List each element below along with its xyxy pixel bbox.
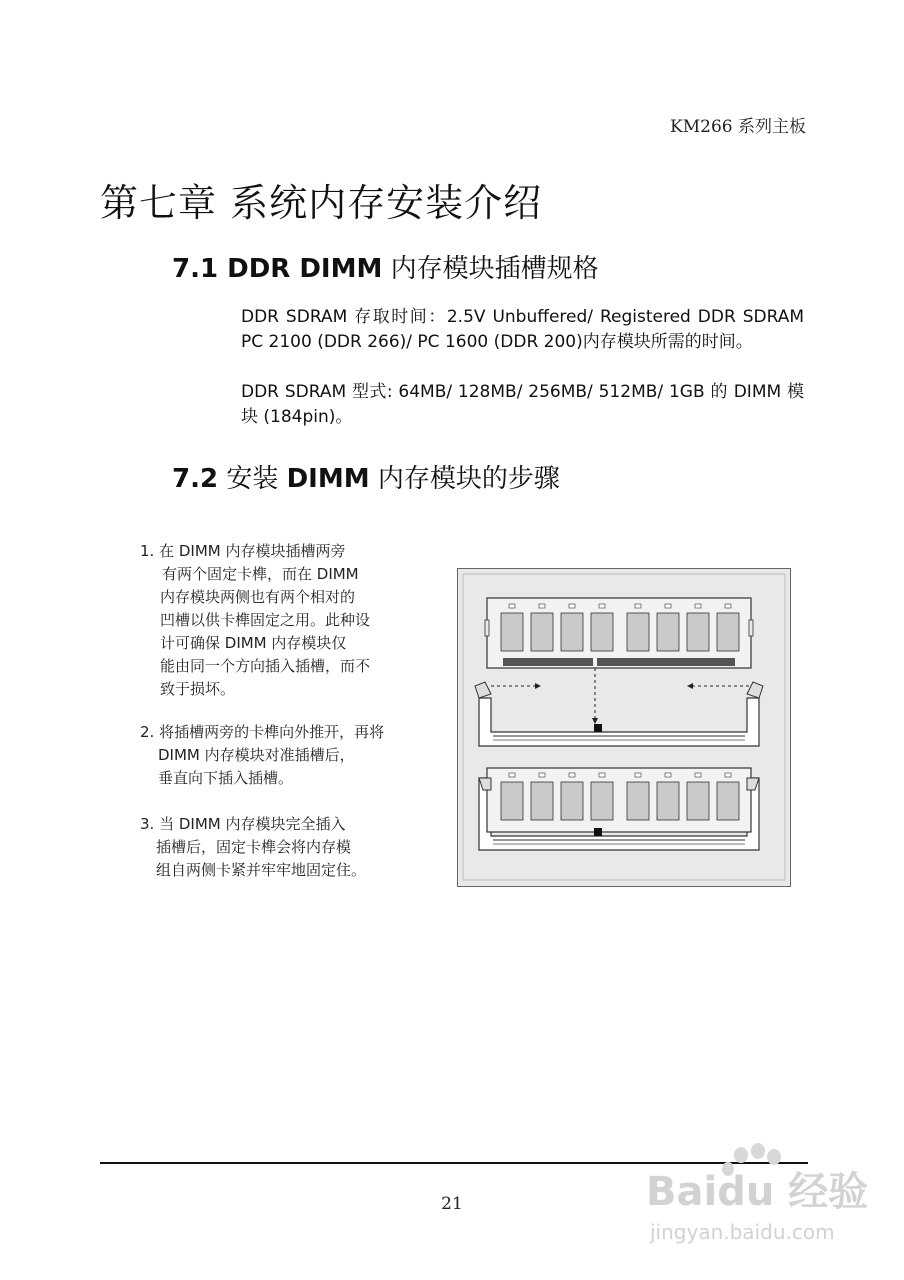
section-title-mid: 安装 xyxy=(218,464,287,494)
step-line: 能由同一个方向插入插槽，而不 xyxy=(160,657,371,675)
section-heading-7-2 xyxy=(172,458,560,495)
dimm-module-top xyxy=(485,598,753,668)
dimm-installation-diagram xyxy=(457,568,791,888)
step-line: 内存模块两侧也有两个相对的 xyxy=(160,588,356,606)
step-line: 致于损坏。 xyxy=(160,680,236,698)
section-heading-7-1 xyxy=(172,248,599,285)
dimm-module-installed xyxy=(479,768,759,850)
watermark-url: jingyan.baidu.com xyxy=(650,1220,835,1244)
step-line: 凹槽以供卡榫固定之用。此种设 xyxy=(160,611,371,629)
section-number: 7.1 DDR DIMM xyxy=(172,254,383,284)
page-number: 21 xyxy=(441,1194,463,1214)
watermark-logo-text: Baidu 经验 xyxy=(646,1169,869,1215)
install-step-2 xyxy=(140,721,384,790)
step-line: 有两个固定卡榫，而在 DIMM xyxy=(162,565,359,583)
step-line: 3. 当 DIMM 内存模块完全插入 xyxy=(140,815,346,833)
step-line: 垂直向下插入插槽。 xyxy=(158,769,294,787)
step-line: 组自两侧卡紧并牢牢地固定住。 xyxy=(156,861,367,879)
baidu-watermark-logo xyxy=(646,1143,869,1253)
section-number: 7.2 xyxy=(172,464,219,494)
header-title: KM266 系列主板 xyxy=(670,117,806,137)
section-title-bold: DIMM xyxy=(286,464,370,494)
spec-paragraph-access-time: DDR SDRAM 存取时间：2.5V Unbuffered/ Registered DDR SDRAM PC 2100 (DDR 266)/ PC 1600 (DDR 200)内存模块所需的时间。 xyxy=(241,307,804,352)
section-title: 内存模块的步骤 xyxy=(369,464,560,494)
step-line: DIMM 内存模块对准插槽后， xyxy=(158,746,355,764)
step-line: 计可确保 DIMM 内存模块仅 xyxy=(160,634,347,652)
step-line: 2. 将插槽两旁的卡榫向外推开，再将 xyxy=(140,723,385,741)
chapter-title: 第七章 系统内存安装介绍 xyxy=(100,181,543,225)
spec-paragraph-type: DDR SDRAM 型式: 64MB/ 128MB/ 256MB/ 512MB/ 1GB 的 DIMM 模块 (184pin)。 xyxy=(241,382,804,427)
step-line: 插槽后，固定卡榫会将内存模 xyxy=(156,838,352,856)
section-title: 内存模块插槽规格 xyxy=(382,254,599,284)
install-step-3 xyxy=(140,813,366,882)
install-step-1 xyxy=(140,540,370,701)
step-line: 1. 在 DIMM 内存模块插槽两旁 xyxy=(140,542,346,560)
